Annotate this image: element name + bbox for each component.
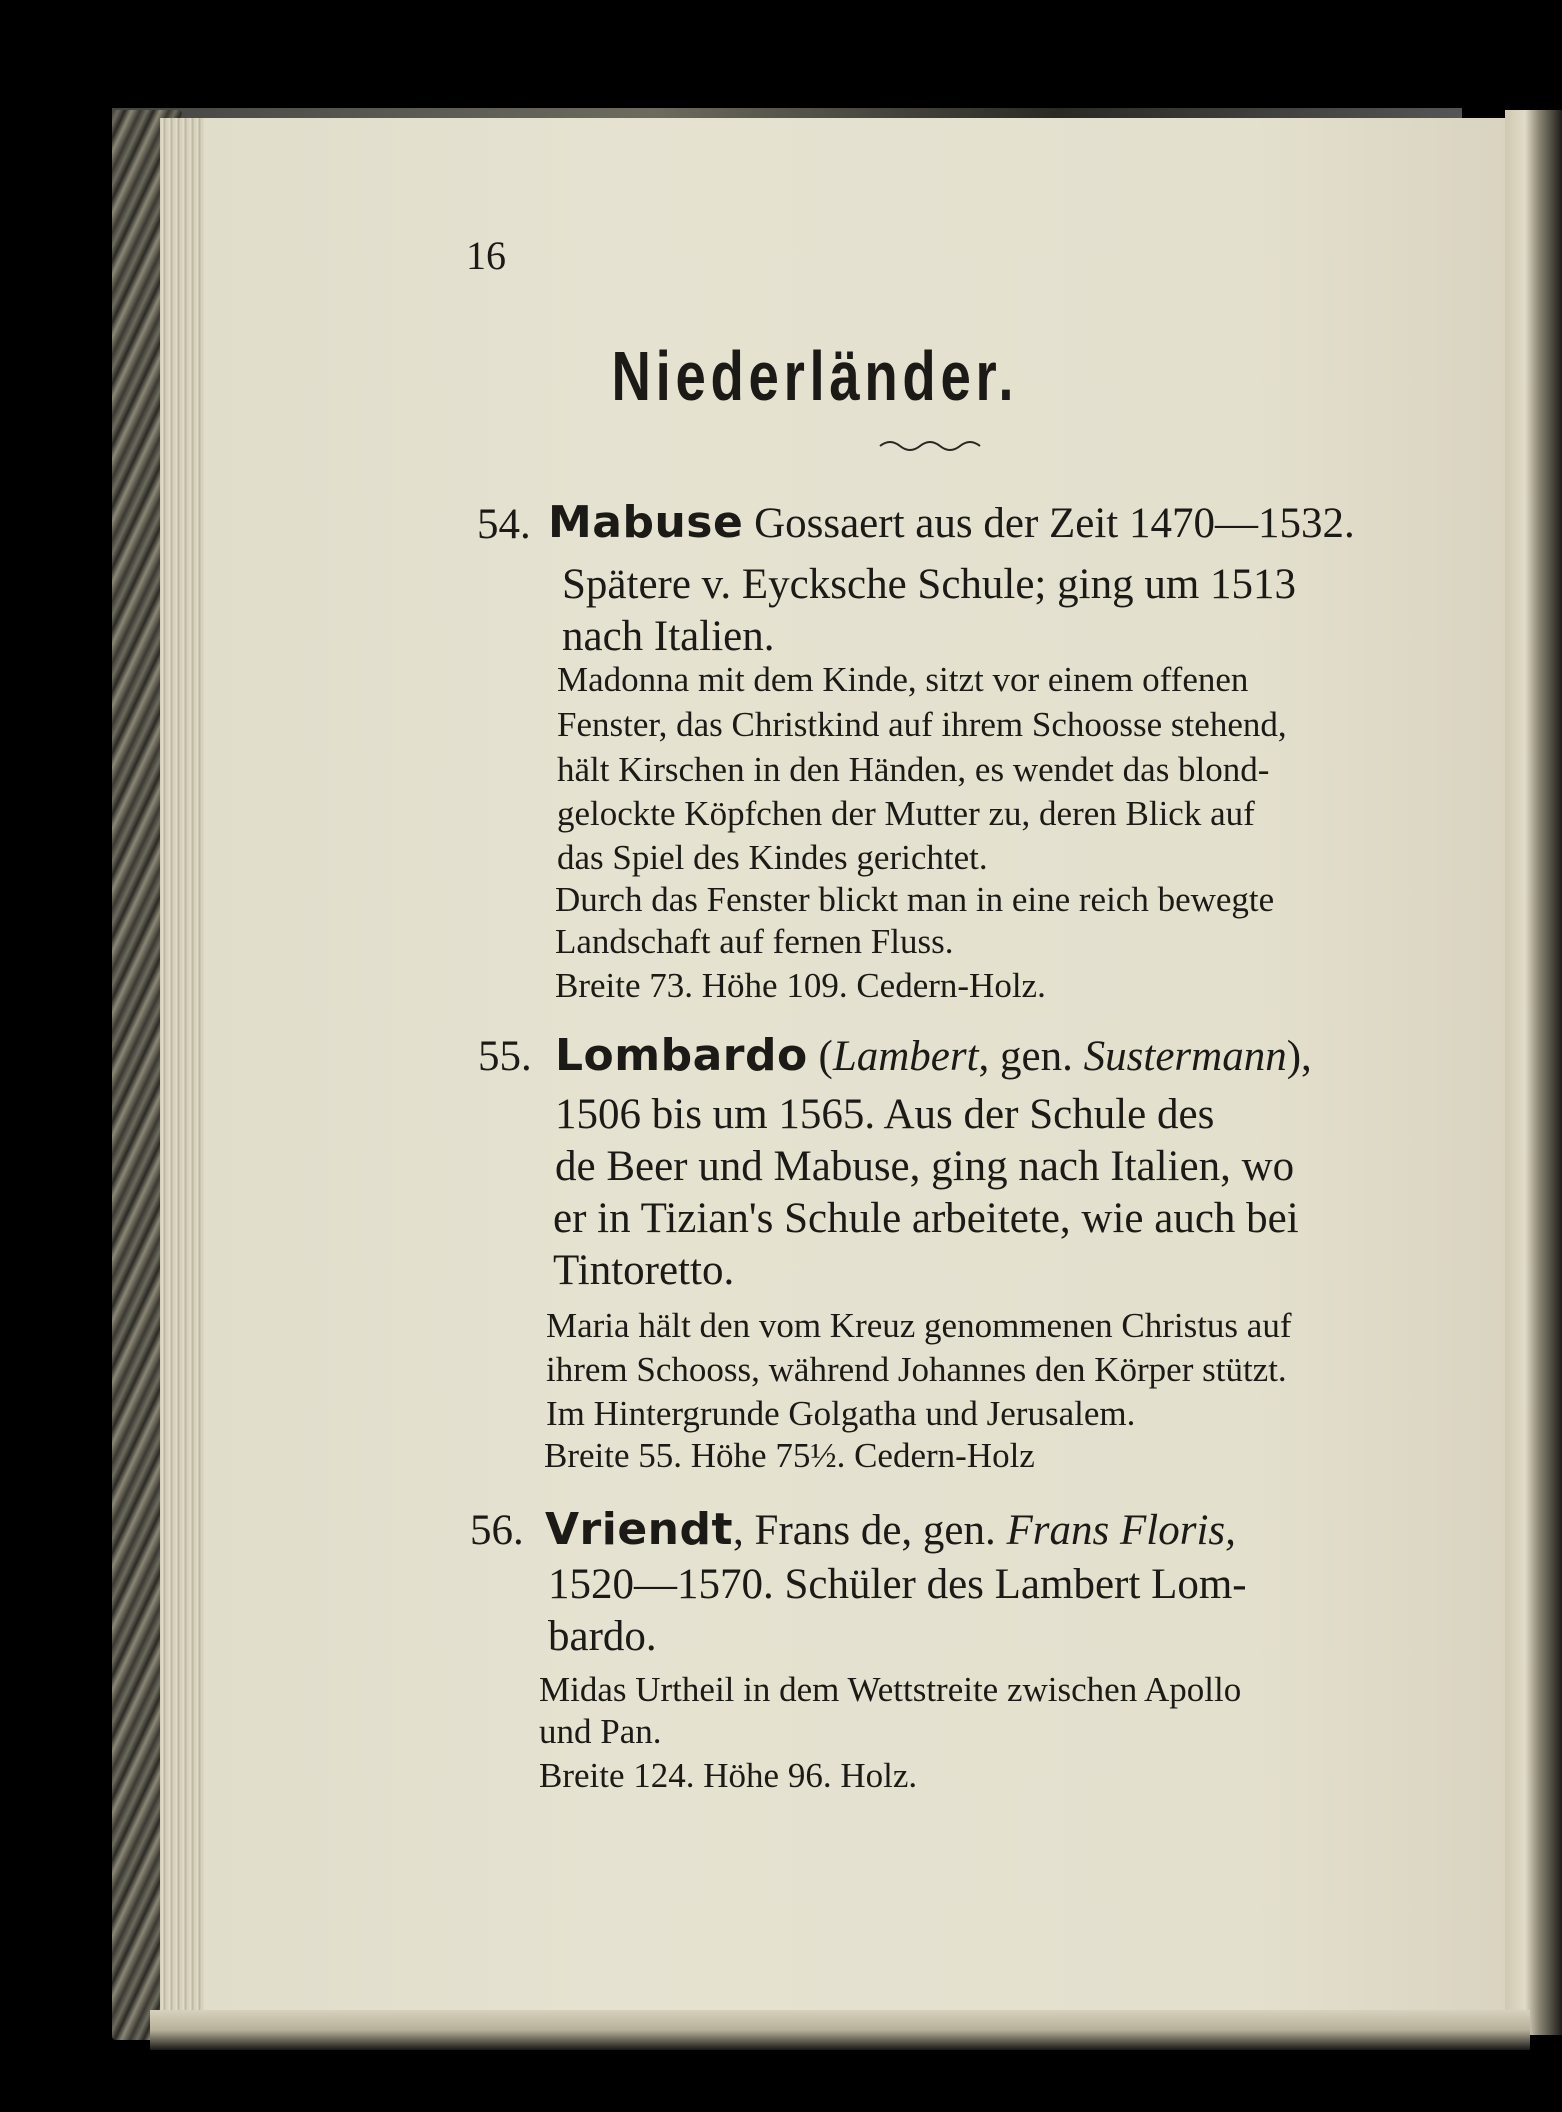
entry-line-1 xyxy=(548,497,1355,548)
entry-line-4: er in Tizian's Schule arbeitete, wie auch bei xyxy=(553,1195,1299,1242)
entry-line-1 xyxy=(555,1030,1312,1081)
description-line: Durch das Fenster blickt man in eine reich bewegte xyxy=(555,880,1275,919)
section-title: Niederländer. xyxy=(611,337,1019,415)
description-line: und Pan. xyxy=(539,1712,662,1751)
description-line: Fenster, das Christkind auf ihrem Schoosse stehend, xyxy=(557,705,1287,744)
dimensions: Breite 55. Höhe 75½. Cedern-Holz xyxy=(544,1436,1035,1475)
artist-name: Mabuse xyxy=(548,497,744,548)
entry-line-3: bardo. xyxy=(548,1613,657,1660)
entry-italic-text: Lambert xyxy=(832,1033,979,1080)
entry-line-2: 1520—1570. Schüler des Lambert Lom- xyxy=(548,1561,1247,1608)
page-number: 16 xyxy=(466,233,506,278)
entry-line-3: nach Italien. xyxy=(562,613,775,660)
dimensions: Breite 124. Höhe 96. Holz. xyxy=(539,1756,918,1795)
description-line: das Spiel des Kindes gerichtet. xyxy=(557,838,988,877)
entry-number: 56. xyxy=(470,1507,524,1554)
entry-line-1 xyxy=(545,1504,1236,1555)
description-line: hält Kirschen in den Händen, es wendet das blond- xyxy=(557,750,1270,789)
artist-name: Vriendt xyxy=(545,1504,734,1555)
entry-text: ), xyxy=(1286,1033,1312,1080)
artist-name: Lombardo xyxy=(555,1030,808,1081)
entry-line-2: 1506 bis um 1565. Aus der Schule des xyxy=(555,1091,1215,1138)
entry-text: Gossaert aus der Zeit 1470—1532. xyxy=(743,500,1355,547)
dimensions: Breite 73. Höhe 109. Cedern-Holz. xyxy=(555,966,1046,1005)
description-line: Midas Urtheil in dem Wettstreite zwischen Apollo xyxy=(539,1670,1242,1709)
entry-line-3: de Beer und Mabuse, ging nach Italien, wo xyxy=(555,1143,1295,1190)
entry-text: , Frans de, gen. xyxy=(733,1507,1007,1554)
page-bottom-edge xyxy=(150,2010,1530,2050)
entry-italic-text: Frans Floris, xyxy=(1006,1507,1236,1554)
entry-line-5: Tintoretto. xyxy=(553,1247,735,1294)
gutter-edge xyxy=(1505,110,1562,2035)
entry-text: ( xyxy=(807,1033,833,1080)
description-line: gelockte Köpfchen der Mutter zu, deren Blick auf xyxy=(557,794,1255,833)
description-line: Maria hält den vom Kreuz genommenen Christus auf xyxy=(546,1306,1292,1345)
description-line: Madonna mit dem Kinde, sitzt vor einem offenen xyxy=(557,660,1249,699)
description-line: ihrem Schooss, während Johannes den Körper stützt. xyxy=(546,1350,1287,1389)
entry-line-2: Spätere v. Eycksche Schule; ging um 1513 xyxy=(562,561,1297,608)
entry-text: , gen. xyxy=(978,1033,1084,1080)
entry-number: 55. xyxy=(478,1033,532,1080)
entry-italic-text: Sustermann xyxy=(1083,1033,1287,1080)
description-line: Im Hintergrunde Golgatha und Jerusalem. xyxy=(546,1394,1136,1433)
title-ornament xyxy=(878,436,988,456)
description-line: Landschaft auf fernen Fluss. xyxy=(555,922,954,961)
entry-number: 54. xyxy=(477,501,531,548)
